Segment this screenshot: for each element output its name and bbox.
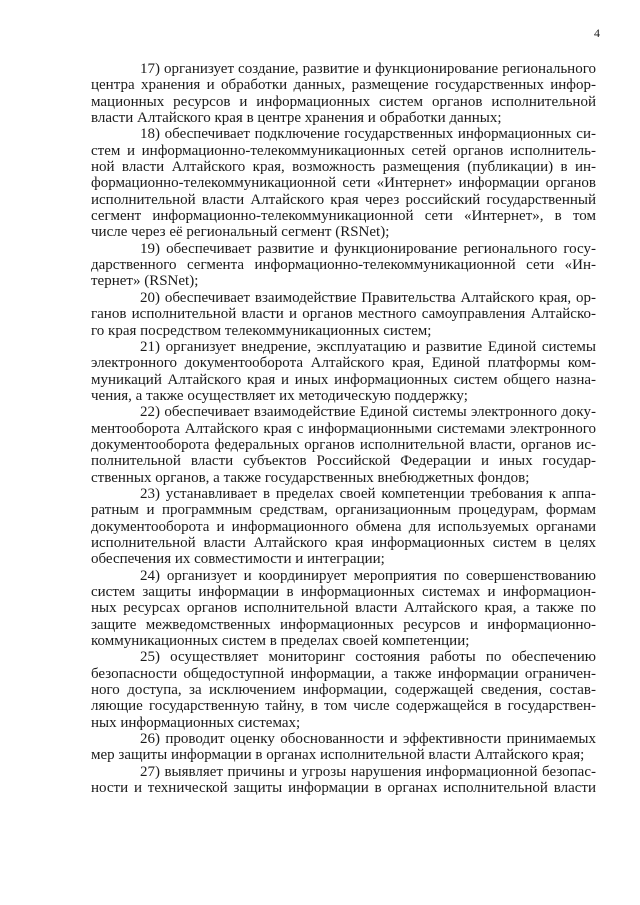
- text-line: исполнительной власти Алтайского края через российский государственный: [91, 191, 596, 208]
- list-item: [91, 649, 596, 731]
- text-line: ляющие государственную тайну, в том числе содержащейся в государствен-: [91, 698, 596, 715]
- text-line: муникаций Алтайского края и иных информационных систем общего назна-: [91, 371, 596, 388]
- text-line: ратным и программным средствам, организационным процедурам, формам: [91, 502, 596, 519]
- text-line: 20) обеспечивает взаимодействие Правительства Алтайского края, ор-: [140, 289, 596, 306]
- text-line: полнительной власти субъектов Российской Федерации и иных государ-: [91, 453, 596, 470]
- list-item: [91, 731, 596, 764]
- text-line: дарственного сегмента информационно-телекоммуникационной сети «Ин-: [91, 257, 596, 274]
- text-line: мер защиты информации в органах исполнительной власти Алтайского края;: [91, 747, 585, 764]
- text-line: ного доступа, за исключением информации, содержащей сведения, состав-: [91, 682, 596, 699]
- text-line: 25) осуществляет мониторинг состояния работы по обеспечению: [140, 649, 596, 666]
- text-line: ментооборота Алтайского края с информационными системами электронного: [91, 420, 596, 437]
- text-line: чения, а также осуществляет их методическую поддержку;: [91, 387, 468, 404]
- text-line: 27) выявляет причины и угрозы нарушения информационной безопас-: [140, 763, 596, 780]
- text-line: ственных органов, а также государственных внебюджетных фондов;: [91, 469, 530, 486]
- text-line: 19) обеспечивает развитие и функционирование регионального госу-: [140, 240, 596, 257]
- text-line: 18) обеспечивает подключение государственных информационных си-: [140, 126, 596, 143]
- text-line: обеспечения их совместимости и интеграции;: [91, 551, 385, 568]
- text-line: центра хранения и обработки данных, размещение государственных инфор-: [91, 77, 596, 94]
- text-line: ных ресурсах органов исполнительной власти Алтайского края, а также по: [91, 600, 596, 617]
- list-item: [91, 126, 596, 240]
- document-body: [91, 61, 596, 796]
- list-item: [91, 764, 596, 797]
- text-line: 21) организует внедрение, эксплуатацию и развитие Единой системы: [140, 338, 596, 355]
- text-line: сегмент информационно-телекоммуникационной сети «Интернет», в том: [91, 208, 596, 225]
- text-line: защите межведомственных информационных ресурсов и информационно-: [91, 616, 596, 633]
- text-line: власти Алтайского края в центре хранения и обработки данных;: [91, 110, 502, 127]
- list-item: [91, 290, 596, 339]
- text-line: ной власти Алтайского края, возможность размещения (публикации) в ин-: [91, 159, 596, 176]
- text-line: тернет» (RSNet);: [91, 273, 199, 290]
- text-line: документооборота федеральных органов исполнительной власти, органов ис-: [91, 436, 596, 453]
- text-line: документооборота и информационного обмена для используемых органами: [91, 518, 596, 535]
- text-line: электронного документооборота Алтайского края, Единой платформы ком-: [91, 355, 596, 372]
- text-line: 26) проводит оценку обоснованности и эффективности принимаемых: [140, 731, 596, 748]
- text-line: ности и технической защиты информации в органах исполнительной власти: [91, 780, 596, 797]
- text-line: ганов исполнительной власти и органов местного самоуправления Алтайско-: [91, 306, 596, 323]
- list-item: [91, 339, 596, 404]
- text-line: коммуникационных систем в пределах своей компетенции;: [91, 633, 470, 650]
- text-line: ных информационных системах;: [91, 714, 301, 731]
- page-number: 4: [594, 26, 600, 40]
- list-item: [91, 486, 596, 568]
- text-line: формационно-телекоммуникационной сети «Интернет» информации органов: [91, 175, 596, 192]
- text-line: стем и информационно-телекоммуникационных сетей органов исполнитель-: [91, 142, 596, 159]
- text-line: исполнительной власти Алтайского края информационных систем в целях: [91, 534, 596, 551]
- list-item: [91, 61, 596, 126]
- text-line: безопасности общедоступной информации, а также информации ограничен-: [91, 665, 596, 682]
- text-line: мационных ресурсов и информационных систем органов исполнительной: [91, 93, 596, 110]
- list-item: [91, 241, 596, 290]
- text-line: систем защиты информации в информационных системах и информацион-: [91, 584, 596, 600]
- list-item: [91, 568, 596, 650]
- text-line: 17) организует создание, развитие и функционирование регионального: [140, 61, 596, 77]
- text-line: 24) организует и координирует мероприятия по совершенствованию: [140, 567, 596, 584]
- list-item: [91, 404, 596, 486]
- text-line: 22) обеспечивает взаимодействие Единой системы электронного доку-: [140, 404, 596, 421]
- text-line: го края посредством телекоммуникационных систем;: [91, 322, 432, 339]
- text-line: 23) устанавливает в пределах своей компетенции требования к аппа-: [140, 485, 596, 502]
- text-line: числе через её региональный сегмент (RSNet);: [91, 224, 390, 241]
